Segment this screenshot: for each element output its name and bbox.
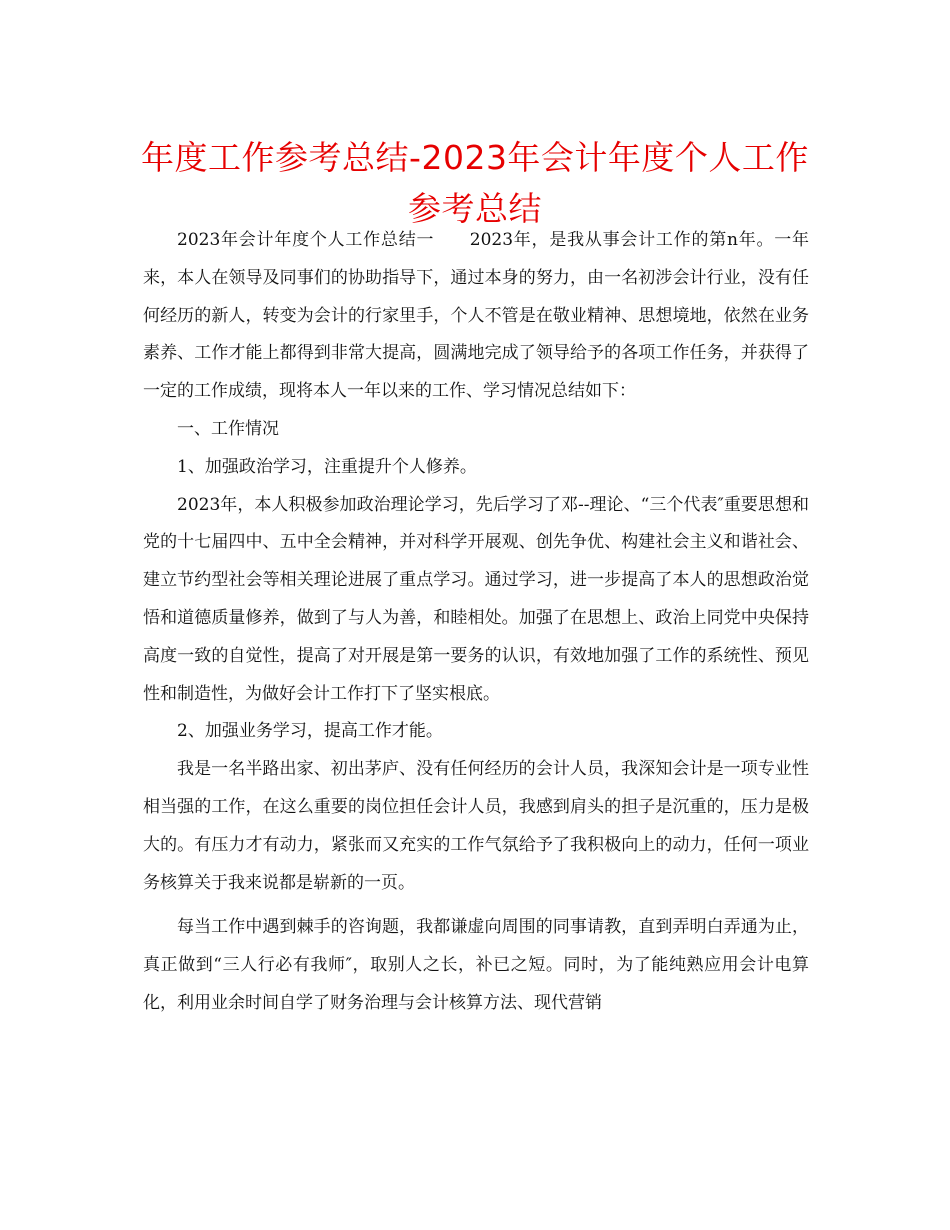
subheading-business-study: 2、加强业务学习，提高工作才能。 [177,721,443,742]
section-heading-work: 一、工作情况 [177,418,279,439]
paragraph-business-study: 我是一名半路出家、初出茅庐、没有任何经历的会计人员，我深知会计是一项专业性相当强的工作，在这么重要的岗位担任会计人员，我感到肩头的担子是沉重的，压力是极大的。有压力才有动力，紧张而又充实的工作气氛给予了我积极向上的动力，任何一项业务核算关于我来说都是崭新的一页。 [143,759,809,893]
document-title: 年度工作参考总结-2023年会计年度个人工作参考总结 [141,138,809,228]
paragraph-consulting-colleagues: 每当工作中遇到棘手的咨询题，我都谦虚向周围的同事请教，直到弄明白弄通为止，真正做到“三人行必有我师″，取别人之长，补已之短。同时，为了能纯熟应用会计电算化，利用业余时间自学了财务治理与会计核算方法、现代营销 [143,917,809,1013]
paragraph-intro: 2023年会计年度个人工作总结一 2023年，是我从事会计工作的第n年。一年来，本人在领导及同事们的协助指导下，通过本身的努力，由一名初涉会计行业，没有任何经历的新人，转变为会计的行家里手，个人不管是在敬业精神、思想境地，依然在业务素养、工作才能上都得到非常大提高，圆满地完成了领导给予的各项工作任务，并获得了一定的工作成绩，现将本人一年以来的工作、学习情况总结如下： [143,230,809,402]
subheading-political-study: 1、加强政治学习，注重提升个人修养。 [177,456,477,477]
paragraph-political-study: 2023年，本人积极参加政治理论学习，先后学习了邓--理论、“三个代表″重要思想和党的十七届四中、五中全会精神，并对科学开展观、创先争优、构建社会主义和谐社会、建立节约型社会等相关理论进展了重点学习。通过学习，进一步提高了本人的思想政治觉悟和道德质量修养，做到了与人为善，和睦相处。加强了在思想上、政治上同党中央保持高度一致的自觉性，提高了对开展是第一要务的认识，有效地加强了工作的系统性、预见性和制造性，为做好会计工作打下了坚实根底。 [143,494,809,704]
document-body [143,222,809,1023]
